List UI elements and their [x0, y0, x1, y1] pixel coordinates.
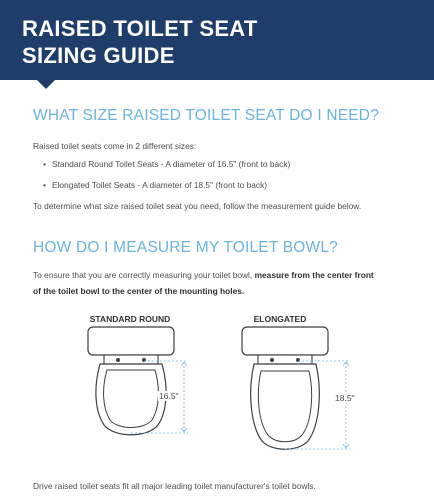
footer-note: Drive raised toilet seats fit all major leading toilet manufacturer's toilet bowls.	[33, 481, 316, 491]
elongated-hinge	[258, 355, 312, 364]
measure-text-bold-2: of the toilet bowl to the center of the mounting holes.	[33, 286, 245, 296]
standard-measurement: 16.5"	[159, 391, 179, 401]
elongated-mount-hole-left	[270, 358, 274, 362]
section-heading-measure: HOW DO I MEASURE MY TOILET BOWL?	[33, 239, 338, 256]
measure-text-plain: To ensure that you are correctly measuring your toilet bowl,	[33, 270, 255, 280]
title-line-1: RAISED TOILET SEAT	[22, 16, 258, 41]
standard-round-toilet-diagram	[80, 325, 210, 450]
standard-bowl-inner	[104, 370, 159, 428]
page-title	[22, 15, 258, 69]
measure-text-line-2	[33, 286, 244, 296]
standard-hinge	[104, 355, 158, 364]
elongated-label: ELONGATED	[253, 314, 307, 324]
header-banner	[0, 0, 434, 80]
instruction-text: To determine what size raised toilet seat you need, follow the measurement guide below.	[33, 201, 362, 211]
standard-mount-hole-left	[116, 358, 120, 362]
measure-text-line-1	[33, 270, 374, 280]
header-notch	[36, 79, 56, 89]
bullet-elongated: • Elongated Toilet Seats - A diameter of 18.5" (front to back)	[43, 180, 267, 190]
standard-round-label: STANDARD ROUND	[89, 314, 171, 324]
elongated-toilet-diagram	[236, 325, 366, 455]
title-line-2: SIZING GUIDE	[22, 43, 175, 68]
sizes-intro: Raised toilet seats come in 2 different sizes:	[33, 141, 197, 151]
elongated-bowl-inner	[258, 371, 311, 442]
section-heading-size: WHAT SIZE RAISED TOILET SEAT DO I NEED?	[33, 107, 380, 124]
elongated-tank	[242, 327, 328, 355]
standard-tank	[88, 327, 174, 355]
measure-text-bold-1: measure from the center front	[254, 270, 374, 280]
bullet-standard: • Standard Round Toilet Seats - A diameter of 16.5" (front to back)	[43, 159, 290, 169]
elongated-measurement: 18.5"	[335, 393, 355, 403]
